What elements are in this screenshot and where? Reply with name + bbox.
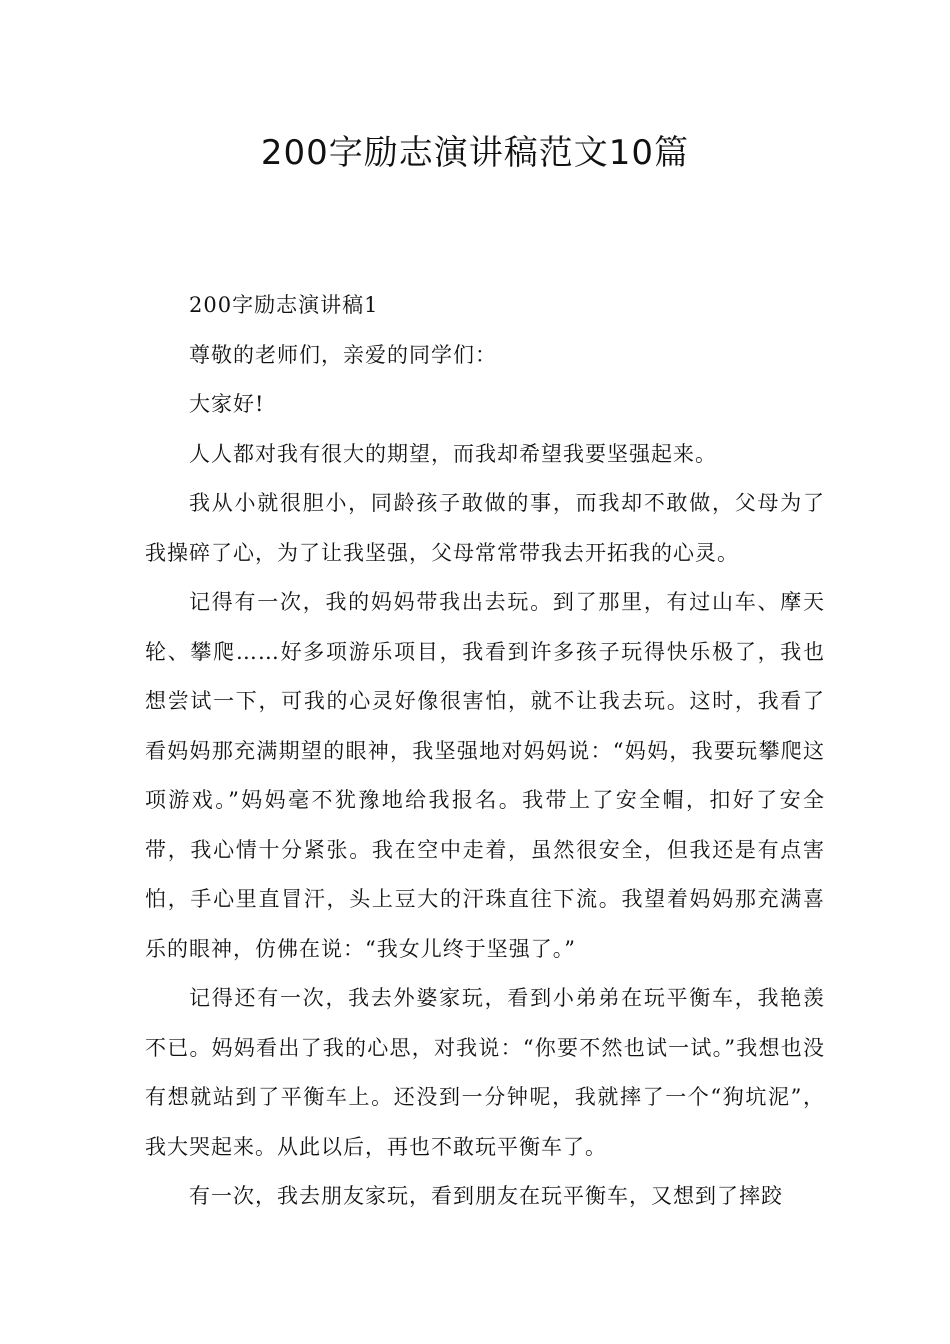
paragraph-heading: 200字励志演讲稿1 xyxy=(189,293,379,317)
document-title: 200字励志演讲稿范文10篇 xyxy=(260,133,690,173)
paragraph: 记得还有一次，我去外婆家玩，看到小弟弟在玩平衡车，我艳羡不已。妈妈看出了我的心思，对我说：“你要不然也试一试。”我想也没有想就站到了平衡车上。还没到一分钟呢，我就摔了一个“狗坑泥”，我大哭起来。从此以后，再也不敢玩平衡车了。 xyxy=(145,986,825,1159)
paragraph-salutation: 尊敬的老师们，亲爱的同学们： xyxy=(189,342,497,367)
document-body xyxy=(145,281,825,1222)
paragraph: 我从小就很胆小，同龄孩子敢做的事，而我却不敢做，父母为了我操碎了心，为了让我坚强，父母常常带我去开拓我的心灵。 xyxy=(145,491,825,565)
paragraph-greeting: 大家好! xyxy=(189,392,265,416)
paragraph: 人人都对我有很大的期望，而我却希望我要坚强起来。 xyxy=(189,441,717,466)
paragraph: 记得有一次，我的妈妈带我出去玩。到了那里，有过山车、摩天轮、攀爬……好多项游乐项目，我看到许多孩子玩得快乐极了，我也想尝试一下，可我的心灵好像很害怕，就不让我去玩。这时，我看了看妈妈那充满期望的眼神，我坚强地对妈妈说：“妈妈，我要玩攀爬这项游戏。”妈妈毫不犹豫地给我报名。我带上了安全帽，扣好了安全带，我心情十分紧张。我在空中走着，虽然很安全，但我还是有点害怕，手心里直冒汗，头上豆大的汗珠直往下流。我望着妈妈那充满喜乐的眼神，仿佛在说：“我女儿终于坚强了。” xyxy=(145,590,825,961)
paragraph: 有一次，我去朋友家玩，看到朋友在玩平衡车，又想到了摔跤 xyxy=(189,1184,783,1208)
